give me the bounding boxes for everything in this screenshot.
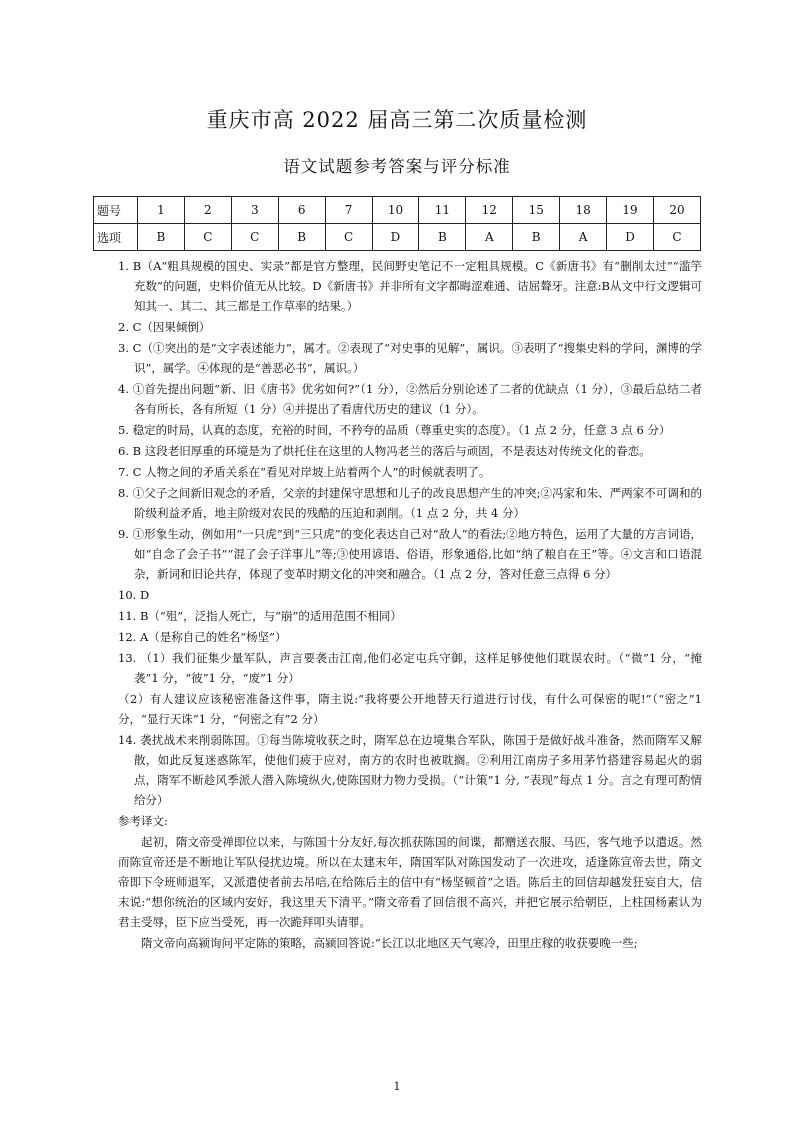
answer-item-1: 1. B（A“粗具规模的国史、实录”都是官方整理，民间野史笔记不一定粗具规模。C《新唐书》有“删削太过”“滥竽充数”的问题，史料价值无从比较。D《新唐书》并非所有文字都晦涩难通、诘屈聱牙。注意:B从文中行文逻辑可知其一、其二、其三都是工作草率的结果。）	[118, 259, 702, 313]
table-cell: 7	[325, 197, 372, 224]
answer-item-3: 3. C（①突出的是“文字表述能力”，属才。②表现了“对史事的见解”，属识。③表明了“搜集史料的学问，渊博的学识”，属学。④体现的是“善恶必书”，属识。）	[118, 341, 702, 375]
answer-item-10: 10. D	[118, 588, 150, 602]
answer-item-13-1: 13. （1）我们征集少量军队，声言要袭击江南,他们必定屯兵守御，这样足够使他们耽误农时。（“微”1 分，“掩袭”1 分，“彼”1 分，“废”1 分）	[118, 651, 702, 685]
table-cell: 10	[372, 197, 419, 224]
table-cell: 1	[138, 197, 185, 224]
translation-heading: 参考译文:	[118, 814, 168, 828]
table-cell: 20	[653, 197, 700, 224]
answer-item-5: 5. 稳定的时局，认真的态度，充裕的时间，不矜夸的品质（尊重史实的态度）。（1 点 2 分，任意 3 点 6 分）	[118, 423, 671, 437]
table-cell: D	[372, 224, 419, 251]
page-subtitle: 语文试题参考答案与评分标准	[283, 157, 511, 176]
table-cell: C	[231, 224, 278, 251]
table-cell: C	[653, 224, 700, 251]
translation-paragraph-1: 起初，隋文帝受禅即位以来，与陈国十分友好,每次抓获陈国的间谍，都赠送衣服、马匹，客气地予以遣返。然而陈宣帝还是不断地让军队侵扰边境。所以在太建末年，隋国军队对陈国发动了一次进攻，适逢陈宣帝去世，隋文帝即下令班师退军，又派遣使者前去吊唁,在给陈后主的信中有“杨坚顿首”之语。陈后主的回信却越发狂妄自大，信末说:“想你统治的区域内安好，我这里天下清平。”隋文帝看了回信很不高兴，并把它展示给朝臣，上柱国杨素认为君主受辱，臣下应当受死，再一次跪拜叩头请罪。	[118, 835, 702, 929]
answer-table	[93, 196, 701, 251]
table-row-numbers	[94, 197, 701, 224]
table-cell: 15	[513, 197, 560, 224]
table-cell: B	[419, 224, 466, 251]
answer-item-14: 14. 袭扰战术来削弱陈国。①每当陈境收获之时，隋军总在边境集合军队，陈国于是做好战斗准备，然而隋军又解散，如此反复迷惑陈军，使他们疲于应对，南方的农时也被耽搁。②利用江南房子多用茅竹搭建容易起火的弱点，隋军不断趁风季派人潜入陈境纵火,使陈国财力物力受损。（“计策”1 分, “表现”每点 1 分。言之有理可酌情给分）	[118, 733, 702, 807]
answer-item-4: 4. ①首先提出问题“新、旧《唐书》优劣如何?”（1 分），②然后分别论述了二者的优缺点（1 分），③最后总结二者各有所长，各有所短（1 分）④并提出了看唐代历史的建议（1 分）。	[118, 382, 702, 416]
table-cell: 12	[466, 197, 513, 224]
table-cell: B	[278, 224, 325, 251]
page-title: 重庆市高 2022 届高三第二次质量检测	[206, 108, 588, 132]
answer-item-12: 12. A（是称自己的姓名“杨坚”）	[118, 630, 287, 644]
table-cell: B	[138, 224, 185, 251]
table-cell: 6	[278, 197, 325, 224]
table-cell: C	[325, 224, 372, 251]
translation-paragraph-2: 隋文帝向高颍询问平定陈的策略，高颍回答说:“长江以北地区天气寒冷，田里庄稼的收获要晚一些;	[141, 936, 638, 950]
table-cell: 19	[607, 197, 654, 224]
table-cell: 3	[231, 197, 278, 224]
table-row-options	[94, 224, 701, 251]
answer-item-13-2: （2）有人建议应该秘密准备这件事，隋主说:“我将要公开地替天行道进行讨伐，有什么可保密的呢!”（“密之”1 分，“显行天诛”1 分，“何密之有”2 分）	[118, 692, 702, 726]
answer-item-11: 11. B（“殂”，泛指人死亡，与“崩”的适用范围不相同）	[118, 609, 402, 623]
page-number: 1	[393, 1080, 401, 1093]
answer-item-9: 9. ①形象生动，例如用“一只虎”到“三只虎”的变化表达自己对“敌人”的看法;②地方特色，运用了大量的方言词语，如“自念了会子书”“混了会子洋事儿”等;③使用谚语、俗语，形象通俗,比如“纳了粮自在王”等。④文言和口语混杂，新词和旧论共存，体现了变革时期文化的冲突和融合。（1 点 2 分，答对任意三点得 6 分）	[118, 527, 702, 581]
table-cell: 18	[560, 197, 607, 224]
answer-item-2: 2. C（因果倾倒）	[118, 320, 211, 334]
answer-item-6: 6. B 这段老旧厚重的环境是为了烘托住在这里的人物冯老兰的落后与顽固，不是表达对传统文化的眷恋。	[118, 444, 651, 458]
table-cell: C	[184, 224, 231, 251]
row-label-numbers: 题号	[94, 197, 138, 224]
table-cell: A	[466, 224, 513, 251]
table-cell: D	[607, 224, 654, 251]
answer-body	[118, 256, 702, 954]
answer-item-7: 7. C 人物之间的矛盾关系在“看见对岸坡上站着两个人”的时候就表明了。	[118, 465, 491, 479]
table-cell: A	[560, 224, 607, 251]
table-cell: B	[513, 224, 560, 251]
row-label-options: 选项	[94, 224, 138, 251]
answer-item-8: 8. ①父子之间新旧观念的矛盾，父亲的封建保守思想和儿子的改良思想产生的冲突;②冯家和朱、严两家不可调和的阶级利益矛盾，地主阶级对农民的残酷的压迫和剥削。（1 点 2 分，共 4 分）	[118, 486, 702, 520]
table-cell: 2	[184, 197, 231, 224]
table-cell: 11	[419, 197, 466, 224]
